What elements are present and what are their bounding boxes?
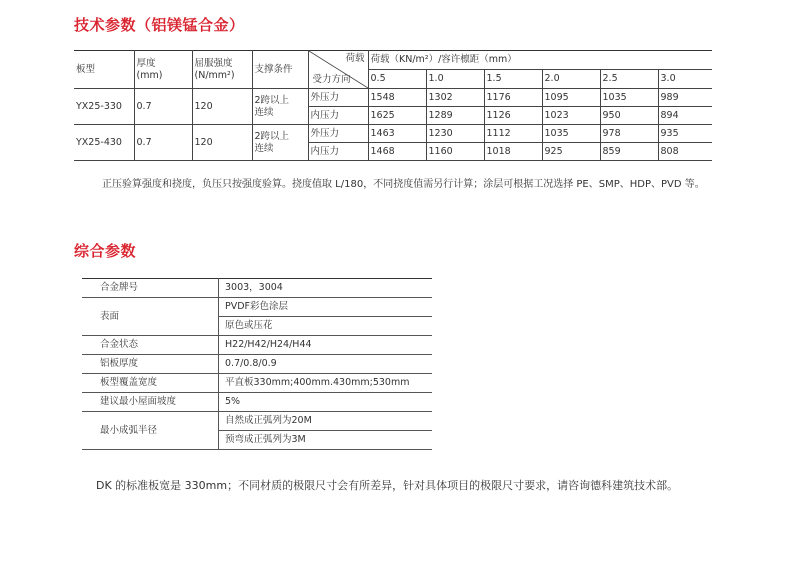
cell-value: 1035 — [600, 89, 658, 107]
cell-value: 859 — [600, 143, 658, 161]
cell-value: 1463 — [368, 125, 426, 143]
cell-value: 1289 — [426, 107, 484, 125]
support-condition: 2跨以上 连续 — [252, 125, 308, 161]
param-value: H22/H42/H24/H44 — [219, 336, 433, 355]
load-value: 1.0 — [426, 70, 484, 89]
table-row — [82, 336, 432, 355]
param-value: 预弯成正弧列为3M — [219, 431, 433, 450]
param-value: 自然成正弧列为20M — [219, 412, 433, 431]
spec-table — [74, 50, 712, 161]
header-load: 荷载 — [345, 53, 365, 64]
param-key: 合金状态 — [82, 336, 219, 355]
cell-value: 1468 — [368, 143, 426, 161]
param-value: 5% — [219, 393, 433, 412]
cell-value: 935 — [658, 125, 712, 143]
param-value: 原色或压花 — [219, 317, 433, 336]
header-load-direction — [308, 51, 368, 89]
general-params-title: 综合参数 — [74, 242, 137, 260]
param-value: PVDF彩色涂层 — [219, 298, 433, 317]
load-value: 1.5 — [484, 70, 542, 89]
param-value: 3003，3004 — [219, 279, 433, 298]
cell-value: 989 — [658, 89, 712, 107]
table-row — [82, 355, 432, 374]
cell-value: 1112 — [484, 125, 542, 143]
support-condition: 2跨以上 连续 — [252, 89, 308, 125]
load-value: 0.5 — [368, 70, 426, 89]
board-type: YX25-430 — [74, 125, 134, 161]
table-row — [74, 125, 712, 143]
param-value: 平直板330mm;400mm.430mm;530mm — [219, 374, 433, 393]
general-table — [82, 278, 432, 450]
cell-value: 1302 — [426, 89, 484, 107]
header-load-span: 荷载（KN/m²）/容许檩距（mm） — [368, 51, 712, 70]
param-key: 铝板厚度 — [82, 355, 219, 374]
table-row — [82, 374, 432, 393]
load-value: 3.0 — [658, 70, 712, 89]
param-key: 合金牌号 — [82, 279, 219, 298]
cell-value: 1126 — [484, 107, 542, 125]
load-direction: 外压力 — [308, 89, 368, 107]
param-key: 表面 — [82, 298, 219, 336]
cell-value: 1160 — [426, 143, 484, 161]
param-key: 最小成弧半径 — [82, 412, 219, 450]
header-yield: 屈服强度 (N/mm²) — [192, 51, 252, 89]
param-value: 0.7/0.8/0.9 — [219, 355, 433, 374]
cell-value: 978 — [600, 125, 658, 143]
cell-value: 1548 — [368, 89, 426, 107]
header-support: 支撑条件 — [252, 51, 308, 89]
cell-value: 1018 — [484, 143, 542, 161]
param-key: 板型覆盖宽度 — [82, 374, 219, 393]
cell-value: 1095 — [542, 89, 600, 107]
board-type: YX25-330 — [74, 89, 134, 125]
cell-value: 1035 — [542, 125, 600, 143]
cell-value: 950 — [600, 107, 658, 125]
cell-value: 1176 — [484, 89, 542, 107]
table-row — [82, 279, 432, 298]
header-thickness: 厚度 (mm) — [134, 51, 192, 89]
yield-strength: 120 — [192, 89, 252, 125]
cell-value: 808 — [658, 143, 712, 161]
load-direction: 内压力 — [308, 107, 368, 125]
param-key: 建议最小屋面坡度 — [82, 393, 219, 412]
note-paragraph: 正压验算强度和挠度，负压只按强度验算。挠度值取 L/180，不同挠度值需另行计算；涂层可根据工况选择 PE、SMP、HDP、PVD 等。 — [102, 179, 705, 190]
thickness: 0.7 — [134, 125, 192, 161]
header-direction: 受力方向 — [312, 74, 351, 85]
table-row — [74, 89, 712, 107]
tech-params-title: 技术参数（铝镁锰合金） — [74, 16, 245, 34]
load-direction: 外压力 — [308, 125, 368, 143]
cell-value: 925 — [542, 143, 600, 161]
footer-paragraph: DK 的标准板宽是 330mm；不同材质的极限尺寸会有所差异，针对具体项目的极限尺寸要求，请咨询德科建筑技术部。 — [96, 479, 679, 492]
table-row — [82, 298, 432, 317]
table-row — [82, 412, 432, 431]
load-value: 2.5 — [600, 70, 658, 89]
cell-value: 1625 — [368, 107, 426, 125]
table-row — [82, 393, 432, 412]
load-value: 2.0 — [542, 70, 600, 89]
cell-value: 894 — [658, 107, 712, 125]
yield-strength: 120 — [192, 125, 252, 161]
load-direction: 内压力 — [308, 143, 368, 161]
header-board: 板型 — [74, 51, 134, 89]
thickness: 0.7 — [134, 89, 192, 125]
cell-value: 1023 — [542, 107, 600, 125]
cell-value: 1230 — [426, 125, 484, 143]
